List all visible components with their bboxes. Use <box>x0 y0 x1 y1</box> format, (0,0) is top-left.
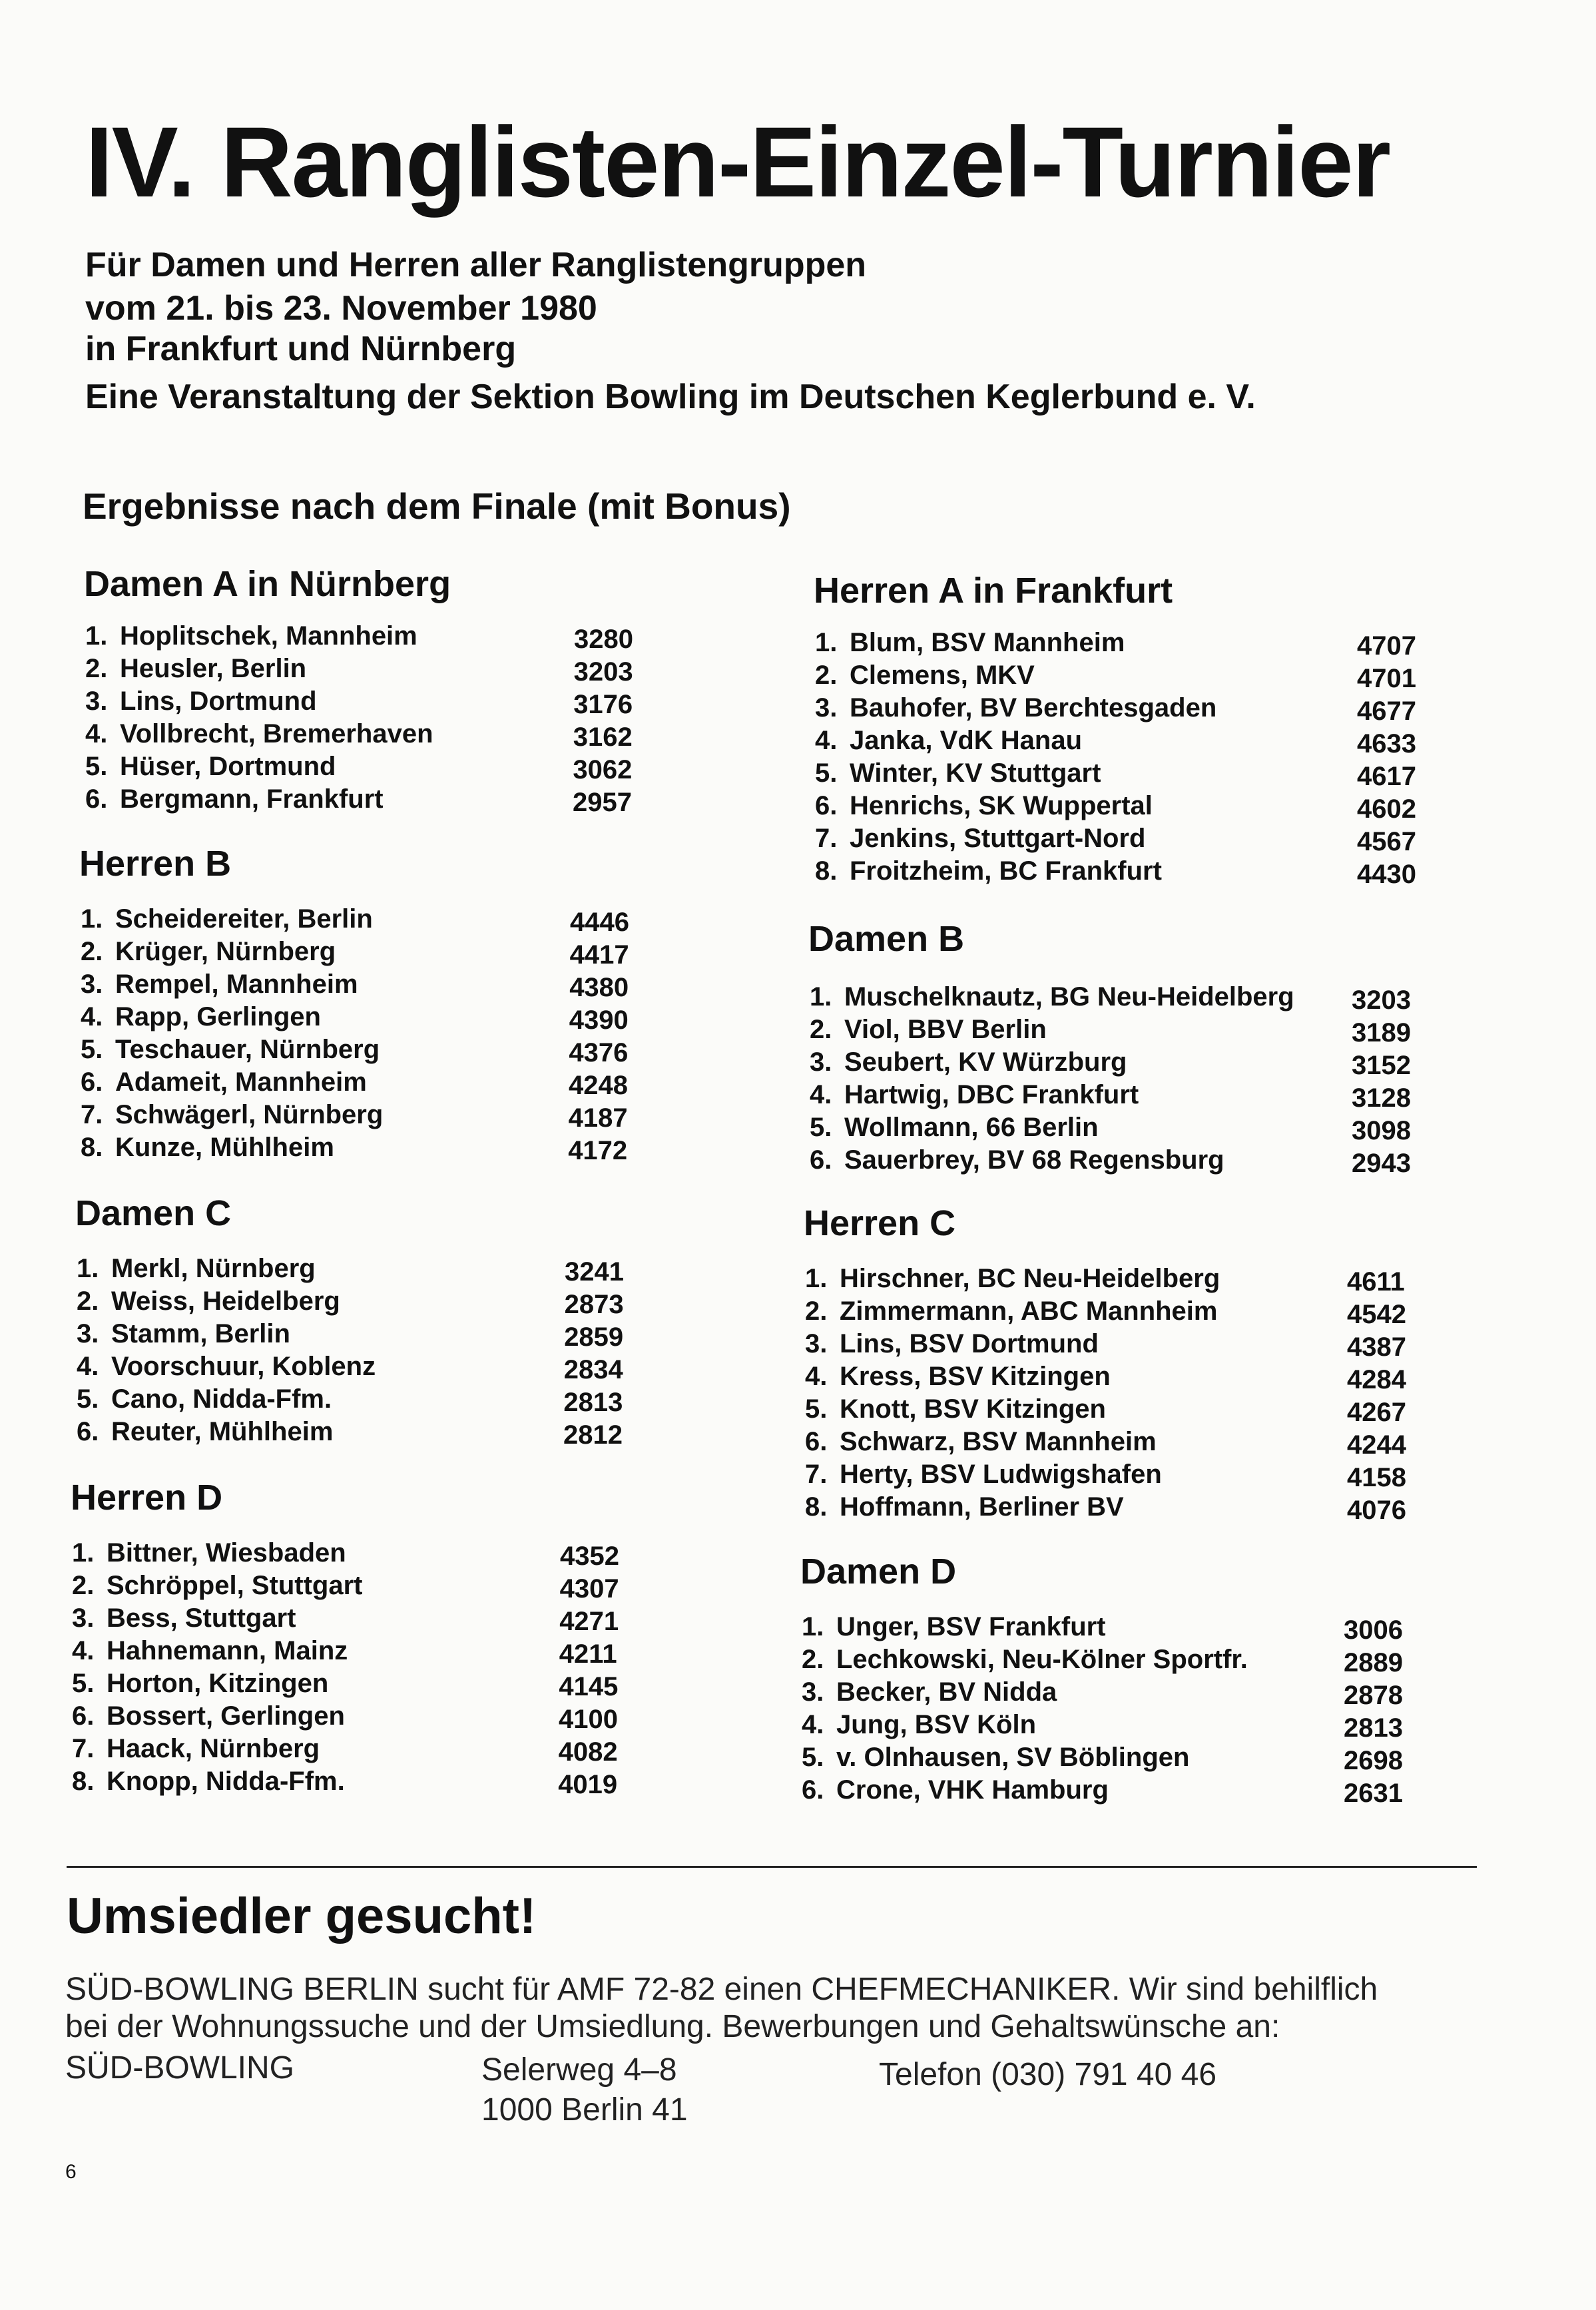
player-name: Bittner, Wiesbaden <box>107 1538 346 1568</box>
score: 2878 <box>1344 1681 1403 1710</box>
player-name: v. Olnhausen, SV Böblingen <box>836 1743 1190 1772</box>
result-row <box>72 1670 328 1697</box>
result-row <box>72 1540 346 1566</box>
section-heading: Herren B <box>79 844 232 884</box>
ad-street: Selerweg 4–8 <box>481 2052 677 2088</box>
player-name: Janka, VdK Hanau <box>850 726 1083 755</box>
player-name: Sauerbrey, BV 68 Regensburg <box>844 1145 1224 1175</box>
result-row <box>815 695 1216 721</box>
score: 4633 <box>1357 729 1416 758</box>
score: 4158 <box>1347 1463 1406 1492</box>
score: 3062 <box>573 755 633 784</box>
result-row <box>802 1744 1189 1771</box>
player-name: Schwarz, BSV Mannheim <box>840 1427 1157 1456</box>
player-name: Hirschner, BC Neu-Heidelberg <box>840 1264 1220 1293</box>
result-row <box>815 858 1162 884</box>
subtitle-line: Eine Veranstaltung der Sektion Bowling im Deutschen Keglerbund e. V. <box>85 378 1256 416</box>
score: 3280 <box>574 625 633 654</box>
rank: 2. <box>77 1287 99 1316</box>
rank: 1. <box>72 1538 95 1568</box>
player-name: Kress, BSV Kitzingen <box>840 1362 1111 1391</box>
player-name: Cano, Nidda-Ffm. <box>111 1384 332 1414</box>
score: 2943 <box>1352 1149 1411 1178</box>
subtitle-line: in Frankfurt und Nürnberg <box>85 330 517 368</box>
score: 4284 <box>1347 1365 1406 1394</box>
score: 2957 <box>573 788 632 817</box>
score: 4076 <box>1347 1496 1406 1525</box>
player-name: Lins, BSV Dortmund <box>840 1329 1099 1358</box>
page-number: 6 <box>65 2161 77 2183</box>
page-title: IV. Ranglisten-Einzel-Turnier <box>85 106 1390 218</box>
rank: 8. <box>81 1133 103 1162</box>
score: 3162 <box>573 722 633 752</box>
rank: 4. <box>85 719 108 748</box>
player-name: Schröppel, Stuttgart <box>107 1571 363 1600</box>
player-name: Bergmann, Frankfurt <box>120 784 384 814</box>
player-name: Voorschuur, Koblenz <box>111 1352 376 1381</box>
player-name: Stamm, Berlin <box>111 1319 290 1348</box>
rank: 6. <box>805 1427 828 1456</box>
score: 4271 <box>559 1607 619 1636</box>
rank: 1. <box>815 628 838 657</box>
result-row <box>810 1016 1047 1043</box>
player-name: Bossert, Gerlingen <box>107 1701 345 1731</box>
ad-text: bei der Wohnungssuche und der Umsiedlung. Bewerbungen und Gehaltswünsche an: <box>65 2009 1280 2044</box>
results-heading: Ergebnisse nach dem Finale (mit Bonus) <box>83 485 791 527</box>
score: 4376 <box>569 1038 629 1067</box>
ad-title: Umsiedler gesucht! <box>67 1888 537 1944</box>
rank: 3. <box>72 1603 95 1633</box>
result-row <box>805 1330 1099 1357</box>
result-row <box>815 825 1145 852</box>
score: 4380 <box>569 973 629 1002</box>
result-row <box>72 1572 362 1599</box>
section-heading: Damen A in Nürnberg <box>84 564 451 604</box>
result-row <box>81 906 373 932</box>
result-row <box>810 1081 1139 1108</box>
player-name: Jung, BSV Köln <box>836 1710 1036 1739</box>
result-row <box>85 721 433 747</box>
divider <box>67 1866 1477 1868</box>
result-row <box>810 1147 1224 1173</box>
player-name: Zimmermann, ABC Mannheim <box>840 1297 1218 1326</box>
rank: 4. <box>802 1710 824 1739</box>
section-heading: Damen C <box>75 1193 232 1233</box>
player-name: Winter, KV Stuttgart <box>850 758 1101 788</box>
score: 4211 <box>559 1639 617 1669</box>
player-name: Lins, Dortmund <box>120 687 317 716</box>
rank: 5. <box>815 758 838 788</box>
result-row <box>85 655 306 682</box>
score: 4244 <box>1347 1430 1406 1460</box>
player-name: Crone, VHK Hamburg <box>836 1775 1109 1805</box>
result-row <box>77 1255 316 1282</box>
player-name: Froitzheim, BC Frankfurt <box>850 856 1162 886</box>
rank: 8. <box>805 1492 828 1522</box>
rank: 6. <box>81 1067 103 1097</box>
result-row <box>805 1363 1111 1390</box>
player-name: Rapp, Gerlingen <box>115 1002 321 1031</box>
rank: 6. <box>77 1417 99 1446</box>
rank: 5. <box>81 1035 103 1064</box>
result-row <box>805 1428 1157 1455</box>
result-row <box>805 1396 1106 1422</box>
result-row <box>85 688 317 715</box>
ad-phone: Telefon (030) 791 40 46 <box>879 2057 1217 2092</box>
player-name: Muschelknautz, BG Neu-Heidelberg <box>844 982 1294 1011</box>
player-name: Herty, BSV Ludwigshafen <box>840 1460 1162 1489</box>
result-row <box>81 1101 383 1128</box>
result-row <box>802 1646 1248 1673</box>
result-row <box>802 1777 1109 1803</box>
rank: 1. <box>805 1264 828 1293</box>
result-row <box>805 1265 1220 1292</box>
score: 4248 <box>569 1071 628 1100</box>
player-name: Reuter, Mühlheim <box>111 1417 334 1446</box>
rank: 7. <box>72 1734 95 1763</box>
result-row <box>81 1036 380 1063</box>
score: 2813 <box>1344 1713 1403 1743</box>
player-name: Becker, BV Nidda <box>836 1677 1057 1707</box>
score: 4707 <box>1357 631 1416 661</box>
score: 3152 <box>1352 1051 1411 1080</box>
score: 3176 <box>573 690 633 719</box>
result-row <box>72 1768 345 1795</box>
player-name: Lechkowski, Neu-Kölner Sportfr. <box>836 1645 1248 1674</box>
score: 2812 <box>563 1420 623 1450</box>
rank: 6. <box>802 1775 824 1805</box>
score: 4430 <box>1357 860 1416 889</box>
rank: 5. <box>810 1113 832 1142</box>
player-name: Clemens, MKV <box>850 661 1035 690</box>
result-row <box>802 1613 1106 1640</box>
rank: 1. <box>802 1612 824 1641</box>
result-row <box>77 1386 332 1412</box>
result-row <box>802 1711 1036 1738</box>
score: 4145 <box>559 1672 619 1701</box>
section-heading: Damen B <box>808 919 965 959</box>
rank: 4. <box>815 726 838 755</box>
result-row <box>72 1735 320 1762</box>
player-name: Knopp, Nidda-Ffm. <box>107 1767 345 1796</box>
rank: 4. <box>81 1002 103 1031</box>
result-row <box>805 1298 1217 1324</box>
result-row <box>815 662 1035 689</box>
player-name: Hüser, Dortmund <box>120 752 336 781</box>
rank: 5. <box>72 1669 95 1698</box>
player-name: Hahnemann, Mainz <box>107 1636 348 1665</box>
score: 4611 <box>1347 1267 1405 1297</box>
player-name: Hoplitschek, Mannheim <box>120 621 417 651</box>
result-row <box>805 1461 1162 1488</box>
result-row <box>815 629 1125 656</box>
score: 2813 <box>563 1388 623 1417</box>
result-row <box>81 1004 321 1030</box>
rank: 2. <box>72 1571 95 1600</box>
score: 2873 <box>564 1290 624 1319</box>
score: 4352 <box>560 1542 619 1571</box>
result-row <box>815 760 1101 786</box>
score: 4267 <box>1347 1398 1406 1427</box>
section-heading: Damen D <box>800 1552 957 1591</box>
rank: 3. <box>810 1047 832 1077</box>
score: 2834 <box>563 1355 623 1384</box>
player-name: Horton, Kitzingen <box>107 1669 329 1698</box>
player-name: Bess, Stuttgart <box>107 1603 296 1633</box>
score: 3241 <box>565 1257 624 1287</box>
score: 3203 <box>1352 986 1411 1015</box>
player-name: Hartwig, DBC Frankfurt <box>844 1080 1139 1109</box>
score: 4307 <box>559 1574 619 1603</box>
score: 4417 <box>569 940 629 970</box>
rank: 3. <box>81 970 103 999</box>
player-name: Knott, BSV Kitzingen <box>840 1394 1106 1424</box>
result-row <box>802 1679 1057 1705</box>
rank: 5. <box>802 1743 824 1772</box>
player-name: Teschauer, Nürnberg <box>115 1035 380 1064</box>
rank: 1. <box>810 982 832 1011</box>
result-row <box>77 1320 290 1347</box>
result-row <box>85 786 384 812</box>
result-row <box>85 623 417 649</box>
player-name: Haack, Nürnberg <box>107 1734 320 1763</box>
player-name: Heusler, Berlin <box>120 654 307 683</box>
score: 4019 <box>558 1770 618 1799</box>
ad-city: 1000 Berlin 41 <box>481 2092 688 2128</box>
rank: 3. <box>815 693 838 722</box>
rank: 2. <box>81 937 103 966</box>
player-name: Wollmann, 66 Berlin <box>844 1113 1099 1142</box>
player-name: Bauhofer, BV Berchtesgaden <box>850 693 1217 722</box>
player-name: Weiss, Heidelberg <box>111 1287 340 1316</box>
subtitle-line: Für Damen und Herren aller Ranglistengruppen <box>85 246 867 284</box>
score: 4602 <box>1357 794 1416 824</box>
result-row <box>77 1353 376 1380</box>
score: 4082 <box>558 1737 618 1767</box>
rank: 7. <box>805 1460 828 1489</box>
rank: 2. <box>802 1645 824 1674</box>
rank: 1. <box>85 621 108 651</box>
rank: 7. <box>815 824 838 853</box>
score: 2698 <box>1344 1746 1403 1775</box>
player-name: Jenkins, Stuttgart-Nord <box>850 824 1146 853</box>
player-name: Schwägerl, Nürnberg <box>115 1100 384 1129</box>
score: 4390 <box>569 1006 629 1035</box>
rank: 6. <box>810 1145 832 1175</box>
result-row <box>85 753 336 780</box>
result-row <box>72 1605 296 1631</box>
rank: 4. <box>77 1352 99 1381</box>
rank: 3. <box>77 1319 99 1348</box>
result-row <box>810 1049 1127 1075</box>
rank: 8. <box>72 1767 95 1796</box>
player-name: Henrichs, SK Wuppertal <box>850 791 1153 820</box>
rank: 7. <box>81 1100 103 1129</box>
score: 2859 <box>564 1322 624 1352</box>
result-row <box>72 1703 345 1729</box>
result-row <box>805 1494 1124 1520</box>
player-name: Seubert, KV Würzburg <box>844 1047 1127 1077</box>
result-row <box>815 792 1153 819</box>
score: 4542 <box>1347 1300 1406 1329</box>
rank: 2. <box>810 1015 832 1044</box>
player-name: Rempel, Mannheim <box>115 970 358 999</box>
rank: 2. <box>805 1297 828 1326</box>
rank: 8. <box>815 856 838 886</box>
score: 4100 <box>559 1705 618 1734</box>
result-row <box>77 1288 340 1314</box>
score: 4446 <box>570 908 629 937</box>
rank: 1. <box>77 1254 99 1283</box>
rank: 5. <box>85 752 108 781</box>
player-name: Krüger, Nürnberg <box>115 937 336 966</box>
result-row <box>81 938 336 965</box>
rank: 6. <box>85 784 108 814</box>
player-name: Blum, BSV Mannheim <box>850 628 1125 657</box>
ad-text: SÜD-BOWLING BERLIN sucht für AMF 72-82 einen CHEFMECHANIKER. Wir sind behilflich <box>65 1972 1378 2007</box>
section-heading: Herren C <box>804 1203 956 1243</box>
result-row <box>72 1637 348 1664</box>
section-heading: Herren A in Frankfurt <box>814 571 1173 611</box>
score: 3189 <box>1352 1018 1411 1047</box>
result-row <box>810 984 1294 1010</box>
player-name: Unger, BSV Frankfurt <box>836 1612 1106 1641</box>
rank: 6. <box>815 791 838 820</box>
score: 2631 <box>1344 1779 1403 1808</box>
subtitle-line: vom 21. bis 23. November 1980 <box>85 289 597 328</box>
rank: 6. <box>72 1701 95 1731</box>
rank: 5. <box>77 1384 99 1414</box>
result-row <box>810 1114 1099 1141</box>
result-row <box>815 727 1082 754</box>
player-name: Vollbrecht, Bremerhaven <box>120 719 433 748</box>
player-name: Scheidereiter, Berlin <box>115 904 373 934</box>
score: 4172 <box>568 1136 628 1165</box>
score: 2889 <box>1344 1648 1403 1677</box>
rank: 3. <box>802 1677 824 1707</box>
rank: 5. <box>805 1394 828 1424</box>
score: 4187 <box>568 1103 628 1133</box>
score: 4677 <box>1357 697 1416 726</box>
result-row <box>81 1069 367 1095</box>
rank: 4. <box>72 1636 95 1665</box>
player-name: Hoffmann, Berliner BV <box>840 1492 1124 1522</box>
rank: 3. <box>85 687 108 716</box>
result-row <box>77 1418 333 1445</box>
ad-company: SÜD-BOWLING <box>65 2050 295 2086</box>
score: 4567 <box>1357 827 1416 856</box>
score: 4387 <box>1347 1332 1406 1362</box>
rank: 3. <box>805 1329 828 1358</box>
section-heading: Herren D <box>71 1478 223 1518</box>
player-name: Adameit, Mannheim <box>115 1067 367 1097</box>
score: 4617 <box>1357 762 1416 791</box>
rank: 2. <box>85 654 108 683</box>
result-row <box>81 1134 334 1161</box>
score: 3128 <box>1352 1083 1411 1113</box>
score: 3098 <box>1352 1116 1411 1145</box>
score: 3006 <box>1344 1615 1403 1645</box>
score: 3203 <box>573 657 633 687</box>
rank: 2. <box>815 661 838 690</box>
score: 4701 <box>1357 664 1416 693</box>
rank: 4. <box>805 1362 828 1391</box>
player-name: Kunze, Mühlheim <box>115 1133 334 1162</box>
rank: 4. <box>810 1080 832 1109</box>
player-name: Viol, BBV Berlin <box>844 1015 1047 1044</box>
result-row <box>81 971 358 998</box>
rank: 1. <box>81 904 103 934</box>
player-name: Merkl, Nürnberg <box>111 1254 316 1283</box>
